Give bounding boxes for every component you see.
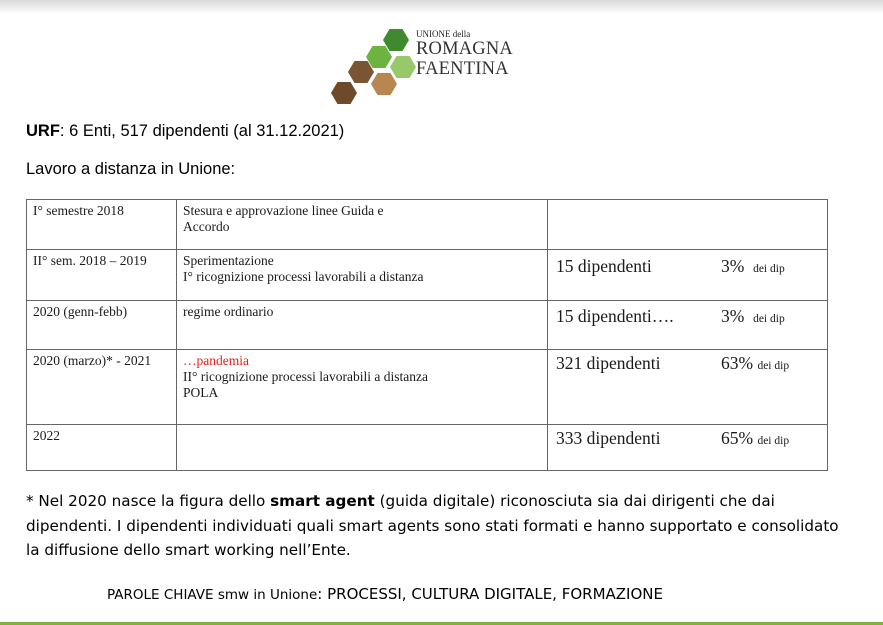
employee-percent: [721, 256, 785, 277]
table-row: [27, 301, 828, 350]
footnote-text-before: * Nel 2020 nasce la figura dello: [26, 492, 271, 510]
employee-count: 333 dipendenti: [556, 428, 661, 448]
logo: [327, 26, 537, 110]
activity-cell: [177, 425, 548, 471]
keywords-label: PAROLE CHIAVE smw in Unione: [107, 587, 318, 603]
percent-suffix: dei dip: [753, 313, 785, 325]
period-cell: I° semestre 2018: [27, 200, 177, 250]
percent-suffix: dei dip: [753, 263, 785, 275]
period-cell: 2022: [27, 425, 177, 471]
employee-percent: [721, 353, 789, 374]
timeline-table: [26, 199, 828, 471]
keywords-value: PROCESSI, CULTURA DIGITALE, FORMAZIONE: [327, 585, 663, 603]
pandemia-label: …pandemia: [183, 353, 249, 368]
employee-count: 321 dipendenti: [556, 353, 661, 373]
table-row: [27, 425, 828, 471]
employee-count: 15 dipendenti….: [556, 306, 674, 326]
percent-suffix: dei dip: [757, 360, 790, 372]
percent-suffix: dei dip: [757, 435, 790, 447]
numbers-cell: [548, 200, 828, 250]
table-row: [27, 350, 828, 425]
activity-line: II° ricognizione processi lavorabili a distanza: [183, 368, 428, 384]
activity-line: regime ordinario: [183, 304, 274, 319]
employee-percent: [721, 428, 789, 449]
numbers-cell: [548, 350, 828, 425]
urf-summary: [26, 122, 344, 141]
activity-line: I° ricognizione processi lavorabili a distanza: [183, 268, 424, 284]
activity-line: Sperimentazione: [183, 253, 274, 268]
hexagon-brown: [348, 61, 374, 83]
hexagon-logo-icon: [327, 26, 422, 110]
keywords-line: [107, 585, 663, 603]
activity-cell: [177, 200, 548, 250]
logo-small-line: UNIONE della: [416, 29, 471, 39]
period-cell: II° sem. 2018 – 2019: [27, 250, 177, 301]
activity-cell: [177, 350, 548, 425]
logo-line-romagna: ROMAGNA: [416, 39, 513, 59]
numbers-cell: [548, 425, 828, 471]
employee-count: 15 dipendenti: [556, 256, 652, 276]
activity-line: Accordo: [183, 218, 230, 234]
hexagon-dark-green: [383, 29, 409, 51]
footnote-text-after: (guida digitale) riconosciuta sia dai dirigenti che dai dipendenti. I dipendenti individuati quali smart agents sono stati formati e hanno supportato e consolidato la diffusione dello smart working nell’Ente.: [26, 492, 839, 559]
hexagon-green: [366, 46, 392, 68]
numbers-cell: [548, 250, 828, 301]
top-shadow: [0, 0, 883, 14]
section-subtitle: Lavoro a distanza in Unione:: [26, 160, 236, 178]
keywords-colon: :: [317, 585, 328, 603]
urf-label: URF: [26, 122, 60, 140]
numbers-cell: [548, 301, 828, 350]
smart-agent-footnote: [26, 489, 856, 563]
employee-percent: [721, 306, 785, 327]
activity-cell: [177, 301, 548, 350]
activity-line: POLA: [183, 384, 219, 400]
activity-line: Stesura e approvazione linee Guida e: [183, 203, 384, 218]
urf-text: : 6 Enti, 517 dipendenti (al 31.12.2021): [59, 122, 345, 140]
period-cell: 2020 (genn-febb): [27, 301, 177, 350]
footnote-bold-term: smart agent: [270, 492, 375, 510]
table-row: [27, 250, 828, 301]
percent-value: 65%: [721, 428, 754, 448]
logo-line-faentina: FAENTINA: [416, 58, 509, 79]
logo-text: [416, 30, 513, 78]
hexagon-light-green: [390, 56, 416, 78]
table-row: [27, 200, 828, 250]
hexagon-tan: [371, 73, 397, 95]
percent-value: 63%: [721, 353, 754, 373]
activity-cell: [177, 250, 548, 301]
percent-value: 3%: [721, 306, 745, 326]
percent-value: 3%: [721, 256, 745, 276]
period-cell: 2020 (marzo)* - 2021: [27, 350, 177, 425]
hexagon-dark-brown: [331, 82, 357, 104]
